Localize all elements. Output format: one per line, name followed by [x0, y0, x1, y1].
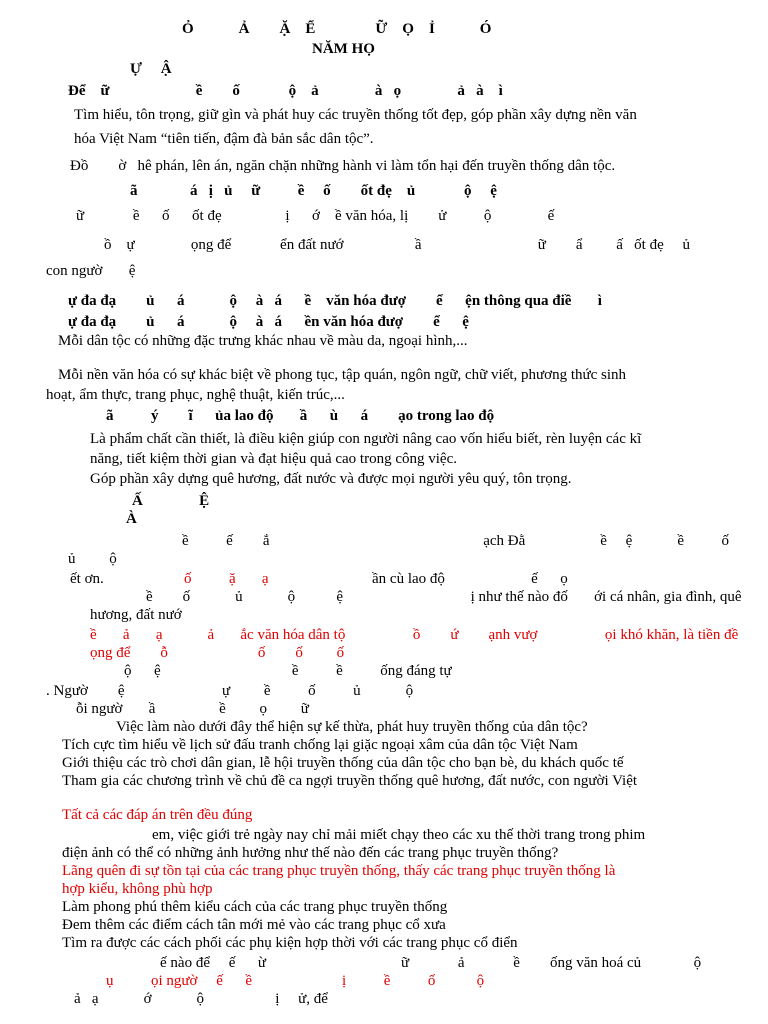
answer-option: Đồ ờ hê phán, lên án, ngăn chặn những hành vi làm tổn hại đến truyền thống dân tộc. — [70, 158, 616, 174]
question-text: ã ý ĩ ủa lao độ ầ ù á ạo trong lao độ — [106, 408, 495, 424]
answer-option: ồ ự ọng để ển đất nướ ầ ữ ẩ ấ ốt đẹ ủ — [104, 237, 691, 253]
correct-answer-cont: hợp kiểu, không phù hợp — [62, 881, 213, 897]
correct-answer-cont: ọng để ỗ ố ố ố — [90, 645, 345, 661]
question-text: Để ữ ề ố ộ ả à ọ ả à ì — [68, 83, 503, 99]
answer-option: Mỗi dân tộc có những đặc trưng khác nhau về màu da, ngoại hình,... — [58, 333, 468, 349]
answer-option: Giới thiệu các trò chơi dân gian, lễ hội truyền thống của dân tộc cho bạn bè, du khách quốc tế — [62, 755, 624, 771]
answer-option: Tìm hiểu, tôn trọng, giữ gìn và phát huy các truyền thống tốt đẹp, góp phần xây dựng nền văn — [74, 107, 637, 123]
question-text: ề ố ủ ộ ệ ị như thế nào đố ới cá nhân, gia đình, quê — [146, 589, 742, 605]
answer-option: Góp phần xây dựng quê hương, đất nước và được mọi người yêu quý, tôn trọng. — [90, 471, 572, 487]
answer-option: ết ơn. — [70, 571, 104, 587]
question-text: Việc làm nào dưới đây thể hiện sự kế thừa, phát huy truyền thống của dân tộc? — [116, 719, 588, 735]
answer-option: Đem thêm các điểm cách tân mới mẻ vào các trang phục cổ xưa — [62, 917, 446, 933]
question-text: ã á ị ủ ữ ề ố ốt đẹ ủ ộ ệ — [130, 183, 497, 199]
answer-option: Là phẩm chất cần thiết, là điều kiện giúp con người nâng cao vốn hiểu biết, rèn luyện các kĩ — [90, 431, 642, 447]
answer-option: Tích cực tìm hiểu về lịch sử đấu tranh chống lại giặc ngoại xâm của dân tộc Việt Nam — [62, 737, 578, 753]
answer-option-cont: hóa Việt Nam “tiên tiến, đậm đà bản sắc dân tộc”. — [74, 131, 374, 147]
answer-option: Làm phong phú thêm kiểu cách của các trang phục truyền thống — [62, 899, 448, 915]
question-text: ự đa đạ ủ á ộ à á ề văn hóa đượ ể ện thông qua điề ì — [68, 293, 602, 309]
section-heading: Ự Ậ — [130, 61, 172, 77]
answer-option: . Ngườ ệ ự ề ố ủ ộ — [46, 683, 414, 699]
question-text: ế nào để ế ừ ữ ả ề ống văn hoá củ ộ — [160, 955, 702, 971]
correct-answer: ụ ọi ngườ ế ề ị ề ố ộ — [106, 973, 485, 989]
answer-option: ữ ề ố ốt đẹ ị ớ ề văn hóa, lị ử ộ ế — [76, 208, 555, 224]
answer-option: Mỗi nền văn hóa có sự khác biệt về phong tục, tập quán, ngôn ngữ, chữ viết, phương thức sinh — [58, 367, 627, 383]
question-text-cont: hương, đất nướ — [90, 607, 182, 623]
section-heading: Ấ Ệ — [132, 493, 210, 509]
answer-option-cont: hoạt, ẩm thực, trang phục, nghệ thuật, kiến trúc,... — [46, 387, 345, 403]
section-subheading: À — [126, 511, 137, 527]
correct-answer: ố ặ ạ — [184, 571, 269, 587]
answer-option: ần cù lao độ ế ọ — [372, 571, 568, 587]
answer-option-cont: con ngườ ệ — [46, 263, 136, 279]
answer-option: Tìm ra được các cách phối các phụ kiện hợp thời với các trang phục cổ điển — [62, 935, 518, 951]
question-text-cont: điện ảnh có thể có những ảnh hưởng như thế nào đến các trang phục truyền thống? — [62, 845, 559, 861]
question-text-cont: ủ ộ — [68, 551, 117, 567]
answer-option-cont: năng, tiết kiệm thời gian và đạt hiệu quả cao trong công việc. — [90, 451, 457, 467]
answer-option: Tham gia các chương trình về chủ đề ca ngợi truyền thống quê hương, đất nước, con người Việt — [62, 773, 638, 789]
correct-answer: ề ả ạ ả ắc văn hóa dân tộ ồ ứ ạnh vượ ọi khó khăn, là tiền đề — [90, 627, 739, 643]
correct-answer: Lãng quên đi sự tồn tại của các trang phục truyền thống, thấy các trang phục truyền thống là — [62, 863, 616, 879]
answer-option: ả ạ ớ ộ ị ử, để — [74, 991, 328, 1007]
answer-option: ự đa đạ ủ á ộ à á ền văn hóa đượ ể ệ — [68, 314, 469, 330]
question-text: ộ ệ ề ề ống đáng tự — [124, 663, 452, 679]
question-text: em, việc giới trẻ ngày nay chỉ mải miết chạy theo các xu thế thời trang trong phim — [152, 827, 646, 843]
question-text: ề ế ắ ạch Đằ ề ệ ề ố — [182, 533, 730, 549]
correct-answer: Tất cả các đáp án trên đều đúng — [62, 807, 253, 823]
title-line: Ỏ Ả Ặ Ể Ữ Ọ Ỉ Ó — [182, 21, 492, 37]
answer-option-cont: ỗi ngườ ầ ề ọ ữ — [76, 701, 309, 717]
title-year-line: NĂM HỌ — [312, 41, 375, 57]
